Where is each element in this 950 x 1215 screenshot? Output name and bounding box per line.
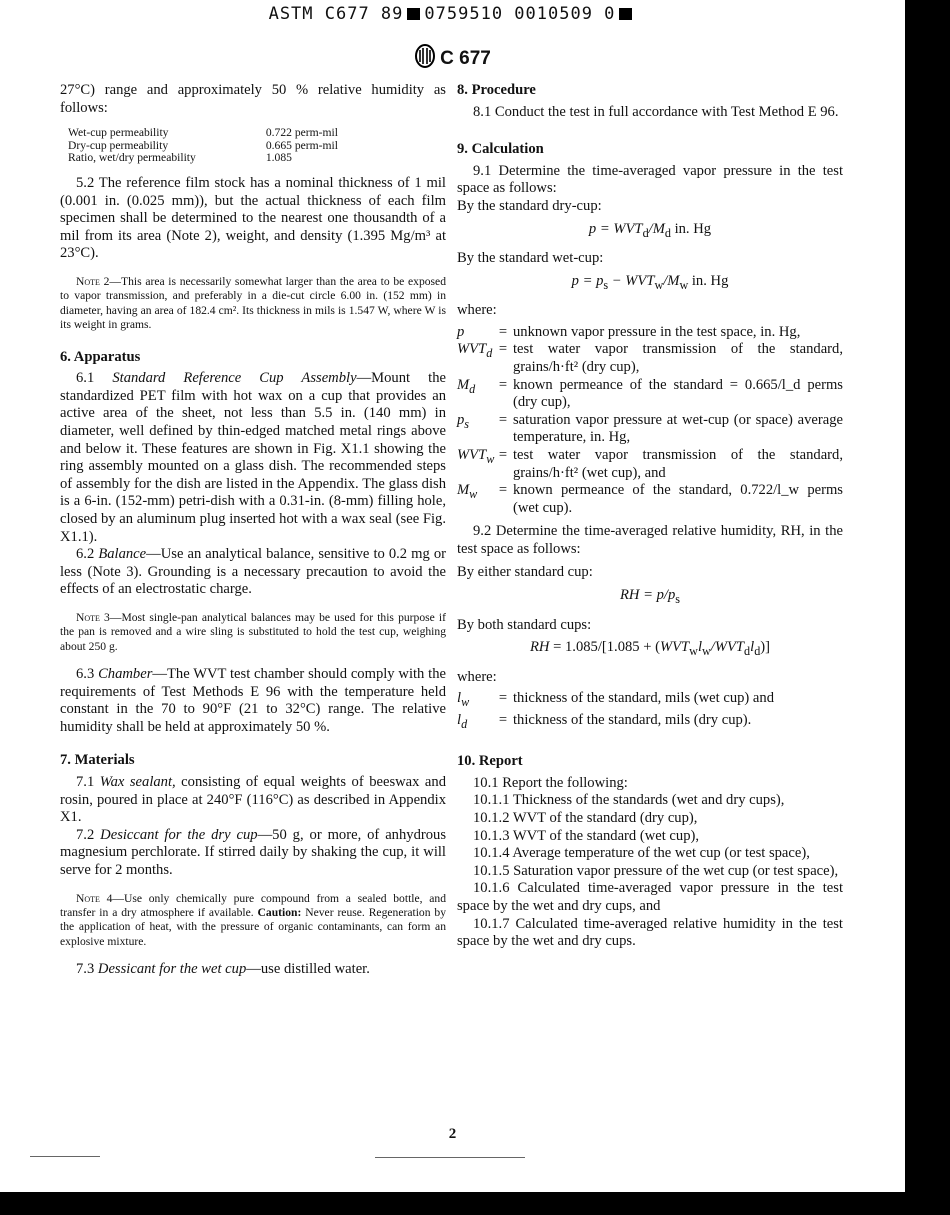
symbol	[457, 482, 493, 517]
formula-dry-cup	[457, 221, 843, 243]
document-code-line	[0, 6, 905, 24]
formula-part: w	[689, 644, 698, 659]
formula-part: WVT	[659, 639, 690, 656]
definition-item	[457, 447, 843, 482]
section-heading: 7. Materials	[60, 752, 135, 769]
formula-part: w	[486, 451, 495, 466]
text: consisting of equal weights of beeswax and rosin, poured in place at 240°F (116°C) as described in Appendix X1.	[60, 774, 447, 826]
formula-part: in. Hg	[688, 272, 729, 289]
equals: =	[498, 690, 508, 707]
note-text: Never reuse. Regeneration by the application of heat, with the pressure of organic contaminants, can form an explosive mixture.	[60, 906, 446, 948]
note-4	[60, 892, 446, 950]
scan-border-bottom	[0, 1192, 950, 1215]
num: 6.1	[76, 370, 95, 387]
definition-item	[457, 412, 843, 447]
formula-part: d	[469, 381, 476, 396]
formula-part: − WVT	[608, 272, 655, 289]
formula-part: M	[457, 482, 470, 499]
equals: =	[498, 376, 508, 393]
label: By either standard cup:	[457, 564, 593, 581]
num: 7.1	[76, 774, 95, 791]
symbol	[457, 690, 493, 712]
title: Wax sealant,	[99, 774, 176, 791]
page-number: 2	[448, 1126, 457, 1142]
formula-part: d	[642, 225, 649, 240]
text: —50 g, or more, of anhydrous magnesium perchlorate. If stirred daily by shaking the cup, it will serve for 2 months.	[60, 826, 446, 879]
table-row	[68, 127, 338, 140]
section-heading: 9. Calculation	[457, 141, 544, 158]
definition-text: thickness of the standard, mils (dry cup).	[513, 711, 752, 728]
title: Chamber	[98, 666, 153, 683]
equals: =	[498, 711, 508, 728]
formula-part: M	[457, 376, 470, 393]
formula-part: d	[664, 225, 671, 240]
paragraph-7-1	[60, 774, 446, 827]
scan-border-right	[905, 0, 950, 1215]
formula-part: WVT	[457, 341, 487, 358]
report-list	[457, 775, 843, 951]
definition-text: saturation vapor pressure at wet-cup (or space) average temperature, in. Hg,	[513, 411, 843, 446]
definition-text: test water vapor transmission of the standard, grains/h·ft² (dry cup),	[513, 341, 843, 375]
symbol	[457, 341, 493, 376]
equals: =	[498, 482, 508, 499]
title: Balance	[98, 546, 147, 563]
formula-part: d	[486, 346, 493, 361]
report-item: 10.1.1 Thickness of the standards (wet and dry cups),	[473, 792, 785, 809]
formula-part: l	[697, 639, 703, 656]
definition-text: known permeance of the standard = 0.665/l_d perms (dry cup),	[513, 376, 843, 411]
text: —Mount the standardized PET film with hot wax on a cup that provides an active area of the sheet, not less than 5.5 in. (140 mm) in diameter, well defined by thin-edged matched metal rings above and below it. These features are shown in Fig. X1.1 showing the ring assembly mounted on a glass dish. The recommended steps of assembly for the dish are listed in the Appendix. The glass dish is a 6-in. (152-mm) petri-dish with a 0.31-in. (8-mm) filling hole, closed by an aluminum plug inserted hot with a wax seal (see Fig. X1.1).	[60, 370, 446, 545]
formula-part: /M	[663, 272, 680, 289]
block-mark	[407, 8, 420, 20]
formula-part: d	[754, 644, 761, 659]
num: 7.3	[76, 961, 95, 978]
equals: =	[498, 411, 508, 428]
cell: Wet-cup permeability	[68, 126, 169, 140]
label: By the standard dry-cup:	[457, 197, 602, 214]
report-item: 10.1 Report the following:	[473, 774, 628, 791]
formula-part: w	[679, 277, 689, 292]
formula-part: = 1.085/[1.085 + (	[549, 639, 660, 656]
formula-part: w	[461, 695, 470, 710]
formula-part: s	[675, 591, 680, 606]
definition-item	[457, 341, 843, 376]
paragraph-5-2: 5.2 The reference film stock has a nominal thickness of 1 mil (0.001 in. (0.025 mm)), but the actual thickness of each film specimen shall be determined to the nearest one thousandth of a mil from its area (Note 2), weight, and density (1.395 Mg/m³ at 23°C).	[60, 174, 446, 262]
definition-text: known permeance of the standard, 0.722/l_w perms (wet cup).	[513, 482, 843, 516]
cell: Ratio, wet/dry permeability	[68, 151, 196, 165]
formula-part: p	[457, 411, 465, 428]
report-item: 10.1.4 Average temperature of the wet cup (or test space),	[473, 845, 810, 862]
equals: =	[498, 341, 508, 358]
left-column	[60, 82, 446, 979]
formula-part: s	[464, 416, 470, 431]
symbol	[457, 324, 493, 342]
block-mark	[619, 8, 632, 20]
text: —Use an analytical balance, sensitive to 0.2 mg or less (Note 3). Grounding is a necessary precaution to avoid the effects of an electrostatic charge.	[60, 546, 446, 598]
note-3	[60, 611, 446, 654]
report-item: 10.1.6 Calculated time-averaged vapor pressure in the test space by the wet and dry cups, and	[457, 880, 843, 914]
astm-logo-icon	[414, 44, 436, 68]
paragraph-7-2	[60, 827, 446, 880]
paragraph-7-3	[60, 961, 446, 979]
formula-part: /M	[648, 220, 665, 237]
cell: 0.665 perm-mil	[265, 138, 338, 152]
section-heading: 10. Report	[457, 753, 523, 770]
designation: C 677	[440, 48, 491, 69]
code-part: 0759510 0010509 0	[424, 4, 616, 24]
note-label: Note 4	[76, 891, 113, 905]
formula-part: w	[469, 487, 478, 501]
symbol	[457, 447, 493, 482]
formula-part: WVT	[457, 446, 487, 463]
paragraph-9-2: 9.2 Determine the time-averaged relative humidity, RH, in the test space as follows:	[457, 523, 843, 557]
formula-part: RH	[530, 639, 550, 656]
equals: =	[498, 323, 508, 340]
formula-part: l	[750, 639, 755, 656]
cell: 1.085	[265, 151, 292, 165]
note-label: Note 2	[76, 274, 110, 288]
label: By the standard wet-cup:	[457, 250, 604, 267]
report-item: 10.1.7 Calculated time-averaged relative humidity in the test space by the wet and dry cups.	[457, 915, 843, 950]
formula-part: w	[654, 277, 664, 292]
scan-artifact	[30, 1156, 100, 1157]
permeability-table	[68, 127, 338, 165]
report-item: 10.1.5 Saturation vapor pressure of the wet cup (or test space),	[473, 862, 839, 879]
definitions-list	[457, 324, 843, 518]
formula-part: p = p	[571, 272, 604, 289]
note-text: —This area is necessarily somewhat larger than the area to be exposed to vapor transmission, and preferably in a die-cut circle 6.00 in. (152 mm) in diameter, having an area of 182.4 cm². Its thickness in mils is 1.547 W, where W is its weight in grams.	[60, 274, 446, 332]
formula-part: s	[603, 277, 609, 292]
formula-part: d	[461, 716, 468, 731]
note-label: Note 3	[76, 610, 110, 624]
definition-text: thickness of the standard, mils (wet cup) and	[513, 690, 774, 707]
paragraph-9-1: 9.1 Determine the time-averaged vapor pressure in the test space as follows:	[457, 162, 843, 197]
definition-text: test water vapor transmission of the standard, grains/h·ft² (wet cup), and	[513, 446, 843, 481]
definition-item	[457, 377, 843, 412]
scan-artifact	[375, 1157, 525, 1158]
formula-part: p	[457, 323, 465, 340]
note-text: —Use only chemically pure compound from a sealed bottle, and transfer in a dry atmosphere if available.	[60, 891, 446, 920]
definitions-list	[457, 690, 843, 733]
formula-part: )]	[760, 639, 770, 656]
formula-part: w	[702, 644, 711, 659]
definition-item	[457, 712, 843, 734]
where-label: where:	[457, 668, 497, 685]
table-row	[68, 152, 338, 165]
cell: Dry-cup permeability	[68, 138, 169, 152]
section-heading: 8. Procedure	[457, 82, 536, 98]
definition-item	[457, 482, 843, 517]
designation-header	[0, 44, 905, 68]
section-heading: 6. Apparatus	[60, 348, 141, 365]
formula-part: l	[457, 690, 462, 707]
caution-label: Caution:	[257, 906, 302, 920]
formula-both-cups	[457, 639, 843, 661]
title: Desiccant for the dry cup	[100, 826, 258, 843]
paragraph-6-2	[60, 546, 446, 599]
num: 6.2	[76, 546, 95, 563]
label: By both standard cups:	[457, 616, 592, 633]
code-part: ASTM C677 89	[268, 4, 404, 24]
formula-part: RH = p/p	[620, 587, 676, 604]
report-item: 10.1.2 WVT of the standard (dry cup),	[473, 810, 698, 827]
num: 7.2	[76, 826, 95, 843]
formula-part: d	[744, 644, 751, 659]
symbol	[457, 377, 493, 412]
text: —The WVT test chamber should comply with the requirements of Test Methods E 96 with the temperature held constant in the 70 to 90°F (21 to 32°C) range. The relative humidity shall be held at approximately 50 %.	[60, 666, 446, 735]
equals: =	[498, 446, 508, 463]
num: 6.3	[76, 666, 95, 683]
formula-part: /WVT	[710, 639, 745, 656]
report-item: 10.1.3 WVT of the standard (wet cup),	[473, 827, 700, 844]
text: —use distilled water.	[246, 961, 370, 978]
note-2	[60, 275, 446, 333]
symbol	[457, 712, 493, 734]
formula-part: l	[457, 711, 462, 728]
formula-wet-cup	[457, 273, 843, 295]
title: Standard Reference Cup Assembly	[112, 370, 357, 387]
definition-item	[457, 324, 843, 342]
cell: 0.722 perm-mil	[265, 126, 338, 140]
note-text: —Most single-pan analytical balances may be used for this purpose if the pan is removed and a wire sling is substituted to hold the test cup, weighing about 250 g.	[60, 610, 446, 653]
paragraph: 27°C) range and approximately 50 % relative humidity as follows:	[60, 82, 446, 116]
definition-item	[457, 690, 843, 712]
formula-either-cup	[457, 587, 843, 609]
where-label: where:	[457, 302, 497, 319]
paragraph-6-3	[60, 666, 446, 736]
title: Dessicant for the wet cup	[97, 961, 247, 978]
formula-part: in. Hg	[670, 220, 712, 237]
definition-text: unknown vapor pressure in the test space, in. Hg,	[513, 323, 801, 340]
paragraph-8-1: 8.1 Conduct the test in full accordance with Test Method E 96.	[473, 103, 839, 120]
paragraph-6-1	[60, 370, 446, 546]
right-column	[457, 82, 843, 951]
formula-part: p = WVT	[588, 220, 643, 237]
symbol	[457, 412, 493, 447]
